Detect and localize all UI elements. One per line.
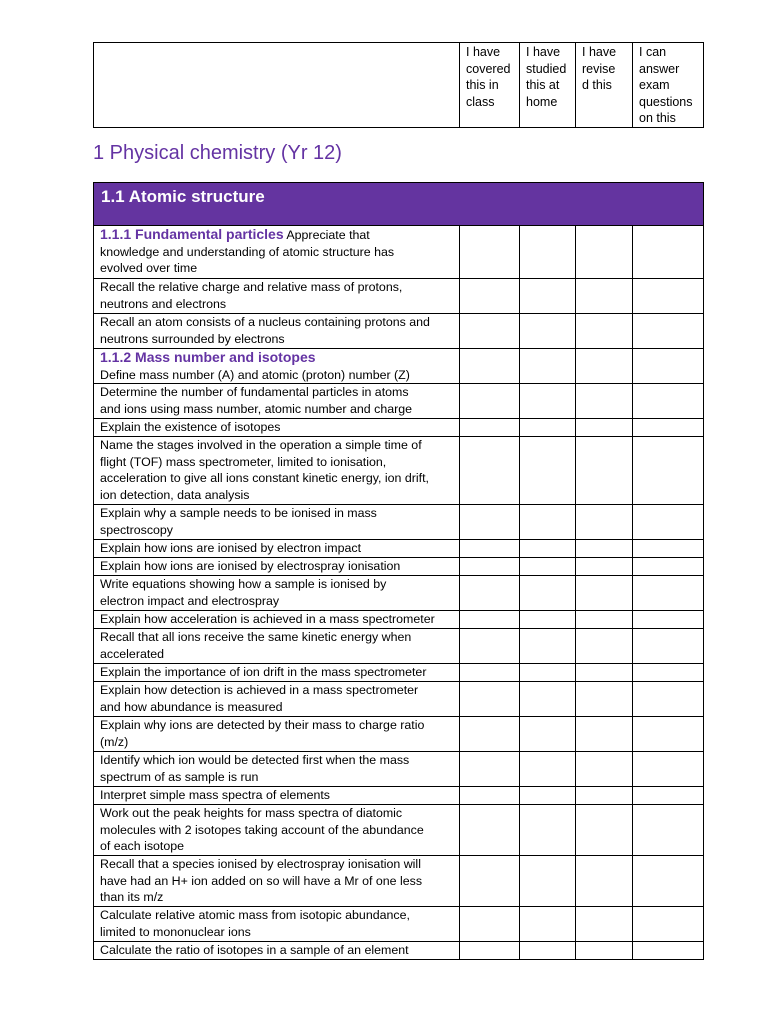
header-row	[94, 43, 704, 128]
check-exam-cell[interactable]	[633, 384, 704, 419]
check-studied-cell[interactable]	[520, 717, 576, 752]
objective-cell	[94, 752, 460, 787]
check-studied-cell[interactable]	[520, 226, 576, 279]
header-blank-cell	[94, 43, 460, 128]
check-exam-cell[interactable]	[633, 349, 704, 384]
check-covered-cell[interactable]	[460, 419, 520, 437]
checklist-row	[94, 505, 704, 540]
objective-text: Explain the importance of ion drift in the mass spectrometer	[100, 665, 427, 680]
header-line: covered	[466, 61, 511, 76]
check-exam-cell[interactable]	[633, 437, 704, 505]
objective-cell	[94, 279, 460, 314]
checklist-row	[94, 540, 704, 558]
subsection-heading: 1.1.1 Fundamental particles	[100, 226, 284, 242]
check-exam-cell[interactable]	[633, 682, 704, 717]
check-studied-cell[interactable]	[520, 349, 576, 384]
objective-text: ion detection, data analysis	[100, 487, 250, 502]
header-col-covered	[460, 43, 520, 128]
header-line: d this	[582, 78, 612, 92]
checklist-row	[94, 805, 704, 856]
objective-text: Recall the relative charge and relative mass of protons,	[100, 280, 403, 294]
check-revised-cell[interactable]	[576, 558, 633, 576]
check-exam-cell[interactable]	[633, 314, 704, 349]
objective-cell	[94, 419, 460, 437]
objective-text: Calculate relative atomic mass from isotopic abundance,	[100, 908, 410, 923]
check-studied-cell[interactable]	[520, 611, 576, 629]
checklist-row	[94, 664, 704, 682]
check-revised-cell[interactable]	[576, 682, 633, 717]
objective-text: electron impact and electrospray	[100, 593, 280, 608]
objective-text: Explain why a sample needs to be ionised in mass	[100, 506, 377, 521]
objective-cell	[94, 540, 460, 558]
objective-cell	[94, 314, 460, 349]
objective-cell	[94, 349, 460, 384]
check-studied-cell[interactable]	[520, 505, 576, 540]
objective-text: Recall an atom consists of a nucleus containing protons and	[100, 315, 430, 329]
check-revised-cell[interactable]	[576, 717, 633, 752]
header-line: this in	[466, 78, 499, 92]
check-exam-cell[interactable]	[633, 226, 704, 279]
checklist-table	[93, 182, 704, 960]
objective-text: flight (TOF) mass spectrometer, limited to ionisation,	[100, 454, 387, 469]
section-band-row	[94, 183, 704, 226]
check-revised-cell[interactable]	[576, 226, 633, 279]
header-line: studied	[526, 61, 567, 76]
objective-text: Work out the peak heights for mass spectra of diatomic	[100, 806, 403, 821]
objective-text: Explain how ions are ionised by electrospray ionisation	[100, 559, 401, 574]
check-exam-cell[interactable]	[633, 942, 704, 960]
check-studied-cell[interactable]	[520, 384, 576, 419]
objective-cell	[94, 226, 460, 279]
objective-text: neutrons and electrons	[100, 296, 227, 311]
check-studied-cell[interactable]	[520, 752, 576, 787]
header-line: I can	[639, 45, 667, 59]
check-revised-cell[interactable]	[576, 437, 633, 505]
header-line: I have	[466, 45, 501, 59]
check-covered-cell[interactable]	[460, 349, 520, 384]
check-covered-cell[interactable]	[460, 682, 520, 717]
check-covered-cell[interactable]	[460, 611, 520, 629]
check-studied-cell[interactable]	[520, 664, 576, 682]
objective-text: spectroscopy	[100, 522, 174, 537]
objective-text: Explain how detection is achieved in a mass spectrometer	[100, 683, 419, 698]
header-line: class	[466, 94, 495, 109]
objective-text: accelerated	[100, 646, 165, 661]
objective-cell	[94, 682, 460, 717]
check-studied-cell[interactable]	[520, 787, 576, 805]
check-studied-cell[interactable]	[520, 805, 576, 856]
check-exam-cell[interactable]	[633, 907, 704, 942]
check-revised-cell[interactable]	[576, 805, 633, 856]
objective-cell	[94, 437, 460, 505]
checklist-row	[94, 629, 704, 664]
check-exam-cell[interactable]	[633, 717, 704, 752]
check-exam-cell[interactable]	[633, 787, 704, 805]
check-exam-cell[interactable]	[633, 752, 704, 787]
objective-cell	[94, 576, 460, 611]
check-covered-cell[interactable]	[460, 942, 520, 960]
check-exam-cell[interactable]	[633, 805, 704, 856]
section-band: 1.1 Atomic structure	[94, 183, 704, 226]
objective-cell	[94, 505, 460, 540]
objective-text: than its m/z	[100, 890, 164, 905]
checklist-row	[94, 419, 704, 437]
objective-cell	[94, 717, 460, 752]
header-line: exam	[639, 78, 670, 92]
check-exam-cell[interactable]	[633, 856, 704, 907]
objective-cell	[94, 856, 460, 907]
objective-cell	[94, 611, 460, 629]
check-exam-cell[interactable]	[633, 505, 704, 540]
header-line: I have	[582, 45, 617, 59]
checklist-row	[94, 682, 704, 717]
check-studied-cell[interactable]	[520, 314, 576, 349]
checklist-row	[94, 314, 704, 349]
objective-text: Recall that all ions receive the same kinetic energy when	[100, 630, 412, 645]
check-studied-cell[interactable]	[520, 279, 576, 314]
check-studied-cell[interactable]	[520, 540, 576, 558]
check-exam-cell[interactable]	[633, 629, 704, 664]
objective-text: acceleration to give all ions constant kinetic energy, ion drift,	[100, 471, 429, 486]
check-exam-cell[interactable]	[633, 279, 704, 314]
check-covered-cell[interactable]	[460, 558, 520, 576]
check-covered-cell[interactable]	[460, 752, 520, 787]
header-line: answer	[639, 61, 680, 76]
check-covered-cell[interactable]	[460, 805, 520, 856]
check-revised-cell[interactable]	[576, 279, 633, 314]
checklist-row	[94, 856, 704, 907]
checklist-row	[94, 279, 704, 314]
check-exam-cell[interactable]	[633, 611, 704, 629]
objective-text: Explain the existence of isotopes	[100, 420, 281, 435]
objective-text: Name the stages involved in the operation a simple time of	[100, 438, 422, 453]
objective-text: Explain why ions are detected by their mass to charge ratio	[100, 718, 425, 733]
check-exam-cell[interactable]	[633, 419, 704, 437]
objective-cell	[94, 787, 460, 805]
check-exam-cell[interactable]	[633, 664, 704, 682]
checklist-row	[94, 787, 704, 805]
header-line: on this	[639, 111, 676, 125]
objective-text: neutrons surrounded by electrons	[100, 331, 285, 346]
objective-text: spectrum of as sample is run	[100, 769, 259, 784]
objective-text: Define mass number (A) and atomic (proton) number (Z)	[100, 367, 410, 382]
checklist-row	[94, 226, 704, 279]
check-covered-cell[interactable]	[460, 664, 520, 682]
check-covered-cell[interactable]	[460, 226, 520, 279]
check-revised-cell[interactable]	[576, 856, 633, 907]
check-revised-cell[interactable]	[576, 419, 633, 437]
header-line: I have	[526, 45, 561, 59]
check-revised-cell[interactable]	[576, 576, 633, 611]
objective-cell	[94, 384, 460, 419]
check-studied-cell[interactable]	[520, 629, 576, 664]
objective-text: Calculate the ratio of isotopes in a sample of an element	[100, 943, 409, 958]
check-covered-cell[interactable]	[460, 437, 520, 505]
objective-text: molecules with 2 isotopes taking account of the abundance	[100, 822, 424, 837]
check-covered-cell[interactable]	[460, 856, 520, 907]
check-covered-cell[interactable]	[460, 907, 520, 942]
check-covered-cell[interactable]	[460, 787, 520, 805]
check-revised-cell[interactable]	[576, 787, 633, 805]
header-line: questions	[639, 94, 693, 109]
check-studied-cell[interactable]	[520, 558, 576, 576]
check-exam-cell[interactable]	[633, 540, 704, 558]
check-exam-cell[interactable]	[633, 576, 704, 611]
check-covered-cell[interactable]	[460, 314, 520, 349]
check-covered-cell[interactable]	[460, 576, 520, 611]
check-revised-cell[interactable]	[576, 664, 633, 682]
check-studied-cell[interactable]	[520, 682, 576, 717]
checklist-row	[94, 384, 704, 419]
objective-cell	[94, 907, 460, 942]
objective-cell	[94, 664, 460, 682]
check-revised-cell[interactable]	[576, 611, 633, 629]
checklist-row	[94, 437, 704, 505]
check-revised-cell[interactable]	[576, 384, 633, 419]
objective-text: Recall that a species ionised by electrospray ionisation will	[100, 857, 421, 872]
checklist-row	[94, 717, 704, 752]
header-table	[93, 42, 704, 128]
objective-text: Determine the number of fundamental particles in atoms	[100, 385, 409, 400]
objective-text: Identify which ion would be detected first when the mass	[100, 753, 410, 768]
check-studied-cell[interactable]	[520, 576, 576, 611]
check-revised-cell[interactable]	[576, 629, 633, 664]
checklist-row	[94, 349, 704, 384]
section-title: 1 Physical chemistry (Yr 12)	[93, 142, 342, 164]
objective-text: Interpret simple mass spectra of elements	[100, 788, 331, 803]
check-revised-cell[interactable]	[576, 349, 633, 384]
header-col-studied	[520, 43, 576, 128]
check-revised-cell[interactable]	[576, 314, 633, 349]
header-col-revised	[576, 43, 633, 128]
check-covered-cell[interactable]	[460, 384, 520, 419]
objective-text: evolved over time	[100, 261, 198, 276]
header-line: this at	[526, 78, 560, 92]
objective-text: Appreciate that	[286, 228, 370, 242]
check-studied-cell[interactable]	[520, 856, 576, 907]
check-exam-cell[interactable]	[633, 558, 704, 576]
objective-text: limited to mononuclear ions	[100, 924, 251, 939]
check-covered-cell[interactable]	[460, 505, 520, 540]
objective-cell	[94, 805, 460, 856]
check-covered-cell[interactable]	[460, 629, 520, 664]
objective-text: have had an H+ ion added on so will have a Mr of one less	[100, 873, 423, 888]
check-studied-cell[interactable]	[520, 942, 576, 960]
checklist-row	[94, 942, 704, 960]
objective-text: knowledge and understanding of atomic structure has	[100, 244, 395, 259]
objective-text: (m/z)	[100, 734, 129, 749]
check-revised-cell[interactable]	[576, 907, 633, 942]
checklist-body	[94, 183, 704, 960]
objective-text: Explain how acceleration is achieved in a mass spectrometer	[100, 612, 435, 627]
objective-cell	[94, 629, 460, 664]
objective-text: and ions using mass number, atomic number and charge	[100, 401, 413, 416]
check-studied-cell[interactable]	[520, 437, 576, 505]
checklist-row	[94, 611, 704, 629]
check-revised-cell[interactable]	[576, 942, 633, 960]
objective-cell	[94, 942, 460, 960]
checklist-row	[94, 558, 704, 576]
checklist-row	[94, 907, 704, 942]
check-revised-cell[interactable]	[576, 505, 633, 540]
objective-text: and how abundance is measured	[100, 699, 283, 714]
checklist-row	[94, 752, 704, 787]
check-revised-cell[interactable]	[576, 540, 633, 558]
subsection-heading: 1.1.2 Mass number and isotopes	[100, 349, 316, 365]
check-studied-cell[interactable]	[520, 907, 576, 942]
check-revised-cell[interactable]	[576, 752, 633, 787]
objective-text: Explain how ions are ionised by electron impact	[100, 541, 362, 556]
check-covered-cell[interactable]	[460, 279, 520, 314]
objective-cell	[94, 558, 460, 576]
check-covered-cell[interactable]	[460, 717, 520, 752]
checklist-row	[94, 576, 704, 611]
header-col-exam	[633, 43, 704, 128]
check-studied-cell[interactable]	[520, 419, 576, 437]
header-line: home	[526, 94, 558, 109]
objective-text: Write equations showing how a sample is ionised by	[100, 577, 387, 592]
objective-text: of each isotope	[100, 839, 185, 854]
header-line: revise	[582, 61, 616, 76]
check-covered-cell[interactable]	[460, 540, 520, 558]
